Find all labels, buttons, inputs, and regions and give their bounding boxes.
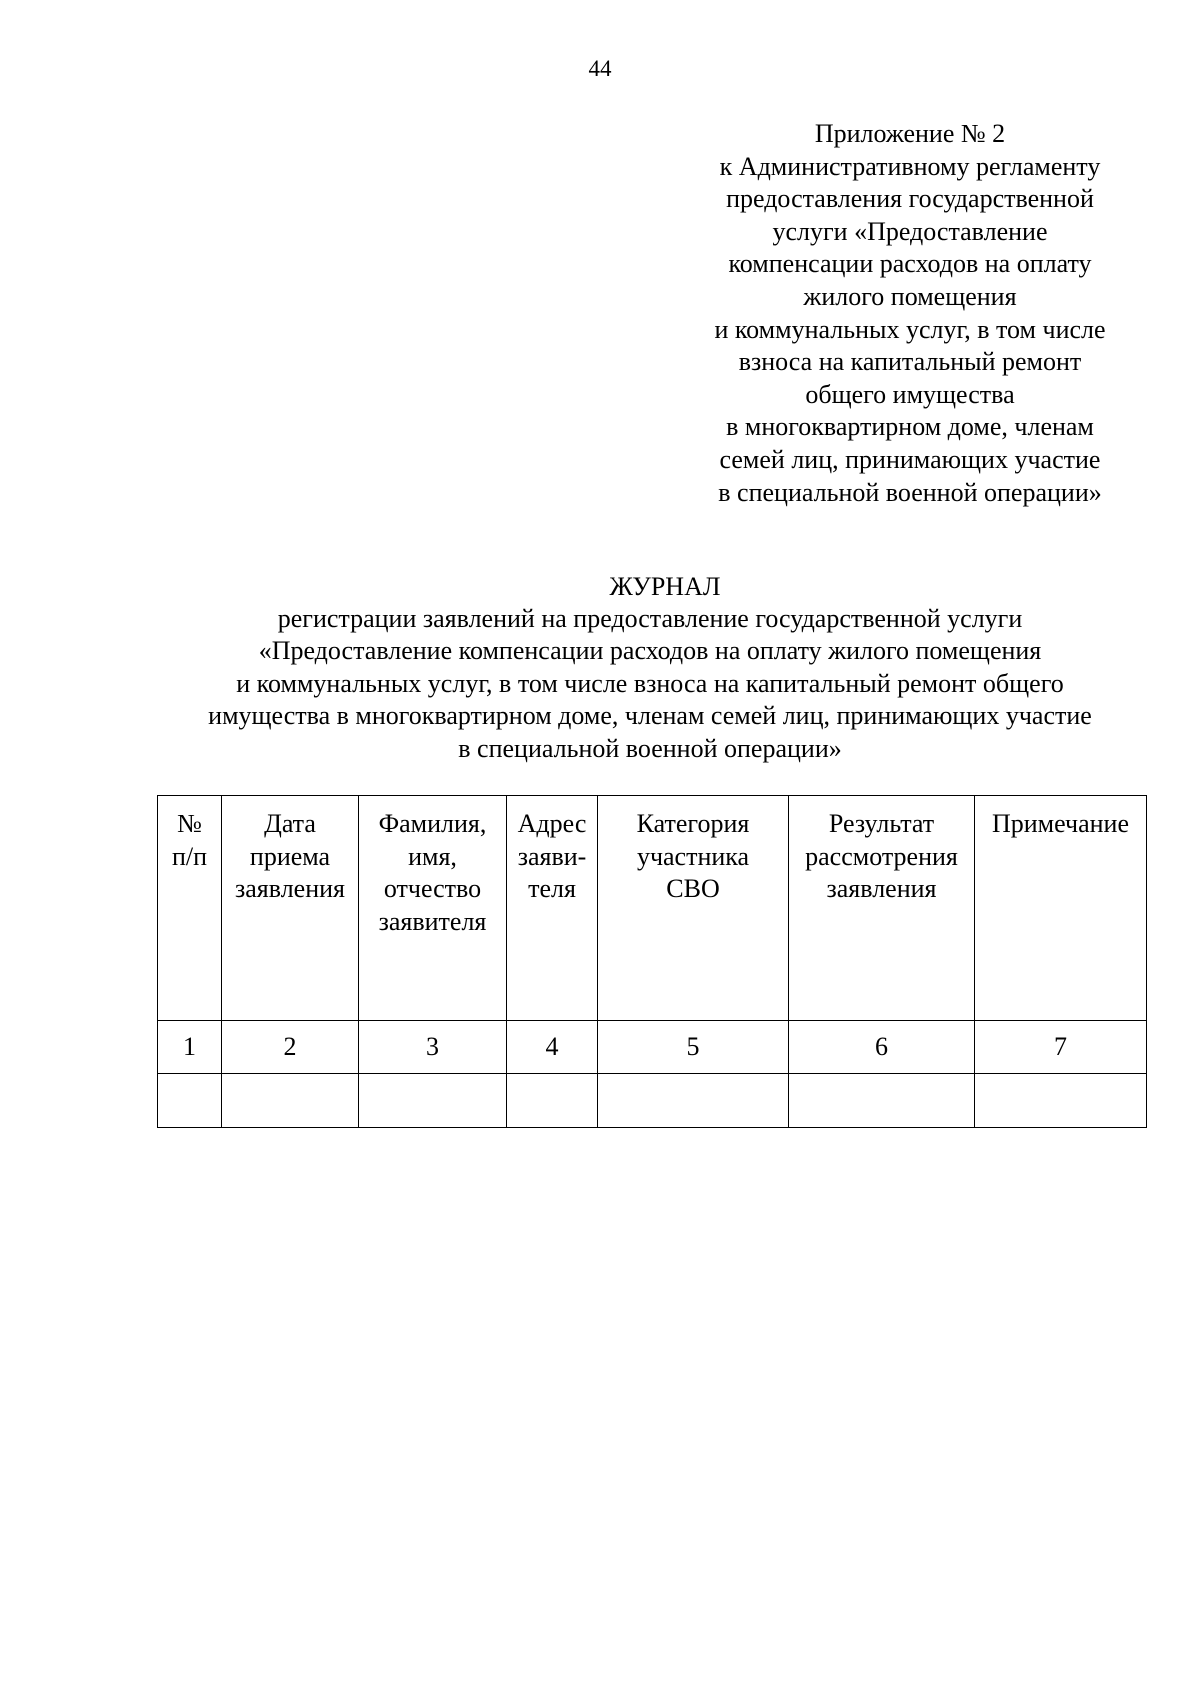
header-text: Результат (828, 809, 935, 838)
table-cell (359, 1074, 507, 1128)
appendix-line: семей лиц, принимающих участие (719, 444, 1101, 474)
header-text: Категория (636, 809, 750, 838)
page-number: 44 (588, 56, 612, 81)
header-text: отчество (383, 874, 482, 903)
header-text: приема (249, 841, 331, 871)
header-cell-applicant-name (359, 796, 507, 1021)
header-cell-address (507, 796, 598, 1021)
header-cell-note (975, 796, 1147, 1021)
appendix-line: компенсации расходов на оплату (728, 249, 1092, 279)
header-cell-result (789, 796, 975, 1021)
header-cell-date (222, 796, 359, 1021)
appendix-line: к Административному регламенту (719, 151, 1101, 181)
header-text: п/п (171, 841, 208, 871)
header-text: заявителя (378, 906, 487, 936)
appendix-line: и коммунальных услуг, в том числе (714, 314, 1106, 344)
appendix-line: в специальной военной операции» (718, 477, 1102, 507)
header-cell-category (598, 796, 789, 1021)
header-text: СВО (666, 874, 720, 903)
journal-title: ЖУРНАЛ (609, 572, 721, 601)
table-cell (507, 1074, 598, 1128)
header-text: имя, (408, 841, 457, 871)
header-text: Фамилия, (378, 809, 487, 838)
column-number: 2 (222, 1021, 359, 1074)
appendix-line: взноса на капитальный ремонт (738, 347, 1082, 377)
column-number: 4 (507, 1021, 598, 1074)
table-cell (598, 1074, 789, 1128)
appendix-line: жилого помещения (803, 281, 1017, 311)
table-row (158, 1074, 1147, 1128)
header-text: № (177, 809, 202, 838)
registration-journal-table (157, 795, 1147, 1128)
appendix-line: Приложение № 2 (814, 119, 1006, 148)
column-number: 6 (789, 1021, 975, 1074)
header-text: участника (636, 841, 750, 871)
header-text: заяви- (517, 841, 587, 871)
table-header-row (158, 796, 1147, 1021)
header-text: Адрес (517, 809, 587, 838)
header-text: теля (528, 874, 576, 903)
journal-subtitle-line: регистрации заявлений на предоставление государственной услуги (277, 604, 1023, 633)
journal-subtitle-line: имущества в многоквартирном доме, членам семей лиц, принимающих участие (208, 701, 1092, 731)
journal-subtitle-line: и коммунальных услуг, в том числе взноса на капитальный ремонт общего (236, 668, 1064, 698)
table-cell (975, 1074, 1147, 1128)
header-cell-number (158, 796, 222, 1021)
header-text: заявления (826, 874, 937, 903)
header-text: Примечание (991, 809, 1130, 838)
column-number: 1 (158, 1021, 222, 1074)
table-cell (158, 1074, 222, 1128)
journal-subtitle-line: в специальной военной операции» (458, 733, 842, 763)
header-text: рассмотрения (805, 841, 958, 871)
column-number: 7 (975, 1021, 1147, 1074)
column-number: 3 (359, 1021, 507, 1074)
appendix-heading (690, 118, 1130, 509)
table-cell (222, 1074, 359, 1128)
appendix-line: услуги «Предоставление (772, 216, 1048, 246)
column-number: 5 (598, 1021, 789, 1074)
journal-subtitle (150, 603, 1150, 765)
appendix-line: в многоквартирном доме, членам (726, 412, 1094, 442)
header-text: Дата (264, 809, 316, 838)
appendix-line: предоставления государственной (726, 184, 1094, 214)
header-text: заявления (234, 874, 345, 903)
column-number-row (158, 1021, 1147, 1074)
appendix-line: общего имущества (805, 379, 1015, 409)
journal-subtitle-line: «Предоставление компенсации расходов на оплату жилого помещения (258, 636, 1042, 666)
table-cell (789, 1074, 975, 1128)
